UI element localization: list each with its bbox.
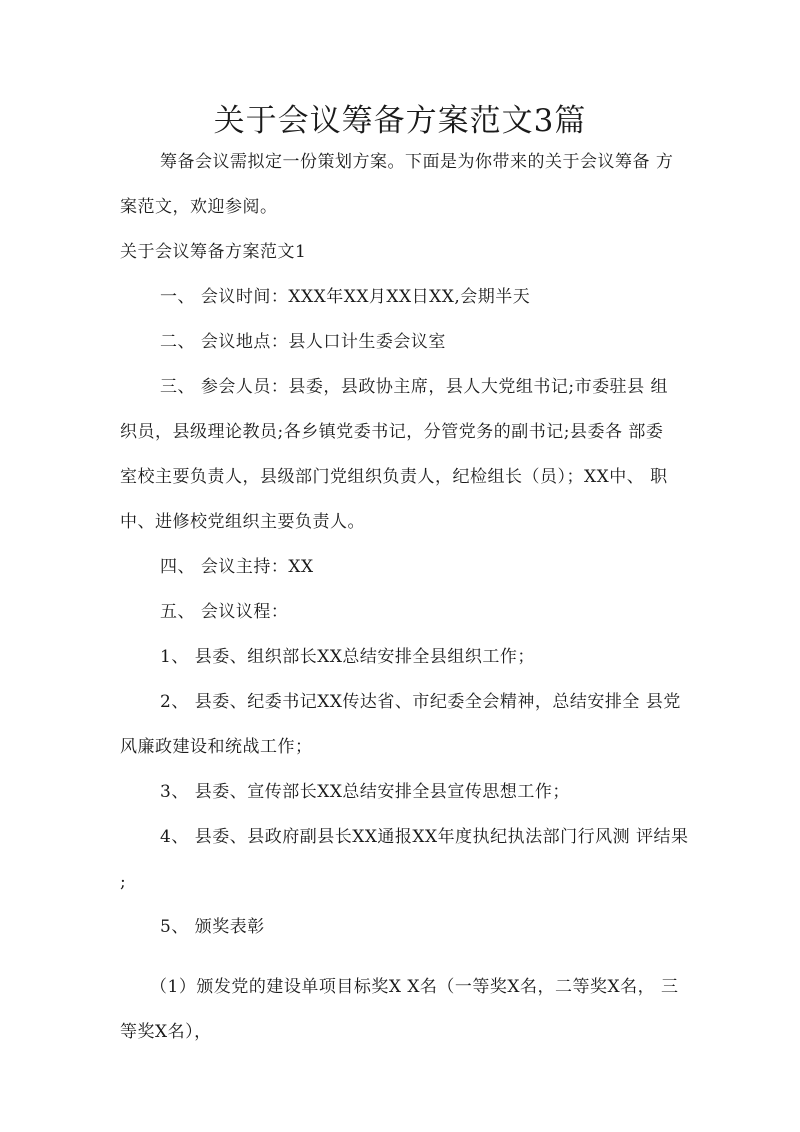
- paragraph-line: ;: [120, 872, 127, 892]
- paragraph-line: 室校主要负责人，县级部门党组织负责人，纪检组长（员）；XX中、 职: [120, 467, 668, 487]
- paragraph-line: 中、进修校党组织主要负责人。: [120, 512, 365, 532]
- paragraph-line: 一、 会议时间：XXX年XX月XX日XX,会期半天: [160, 287, 531, 307]
- paragraph-line: 二、 会议地点：县人口计生委会议室: [160, 332, 446, 352]
- paragraph-line: 五、 会议议程：: [160, 602, 289, 622]
- section-heading: 关于会议筹备方案范文1: [120, 242, 307, 262]
- paragraph-line: 织员，县级理论教员;各乡镇党委书记，分管党务的副书记;县委各 部委: [120, 422, 664, 442]
- paragraph-line: 三、 参会人员：县委，县政协主席，县人大党组书记;市委驻县 组: [160, 377, 669, 397]
- paragraph-line: 4、 县委、县政府副县长XX通报XX年度执纪执法部门行风测 评结果: [160, 827, 689, 847]
- paragraph-line: 四、 会议主持：XX: [160, 557, 314, 577]
- document-title: 关于会议筹备方案范文3篇: [213, 103, 587, 139]
- paragraph-line: 2、 县委、纪委书记XX传达省、市纪委全会精神，总结安排全 县党: [160, 692, 681, 712]
- paragraph-line: 案范文，欢迎参阅。: [120, 197, 278, 217]
- paragraph-line: 5、 颁奖表彰: [160, 917, 265, 937]
- paragraph-line: 3、 县委、宣传部长XX总结安排全县宣传思想工作；: [160, 782, 570, 802]
- paragraph-line: 风廉政建设和统战工作；: [120, 737, 313, 757]
- paragraph-line: 等奖X名），: [120, 1022, 212, 1042]
- paragraph-line: 筹备会议需拟定一份策划方案。下面是为你带来的关于会议筹备 方: [160, 152, 674, 172]
- paragraph-line: （1）颁发党的建设单项目标奖X X名（一等奖X名，二等奖X名， 三: [150, 977, 679, 997]
- paragraph-line: 1、 县委、组织部长XX总结安排全县组织工作；: [160, 647, 535, 667]
